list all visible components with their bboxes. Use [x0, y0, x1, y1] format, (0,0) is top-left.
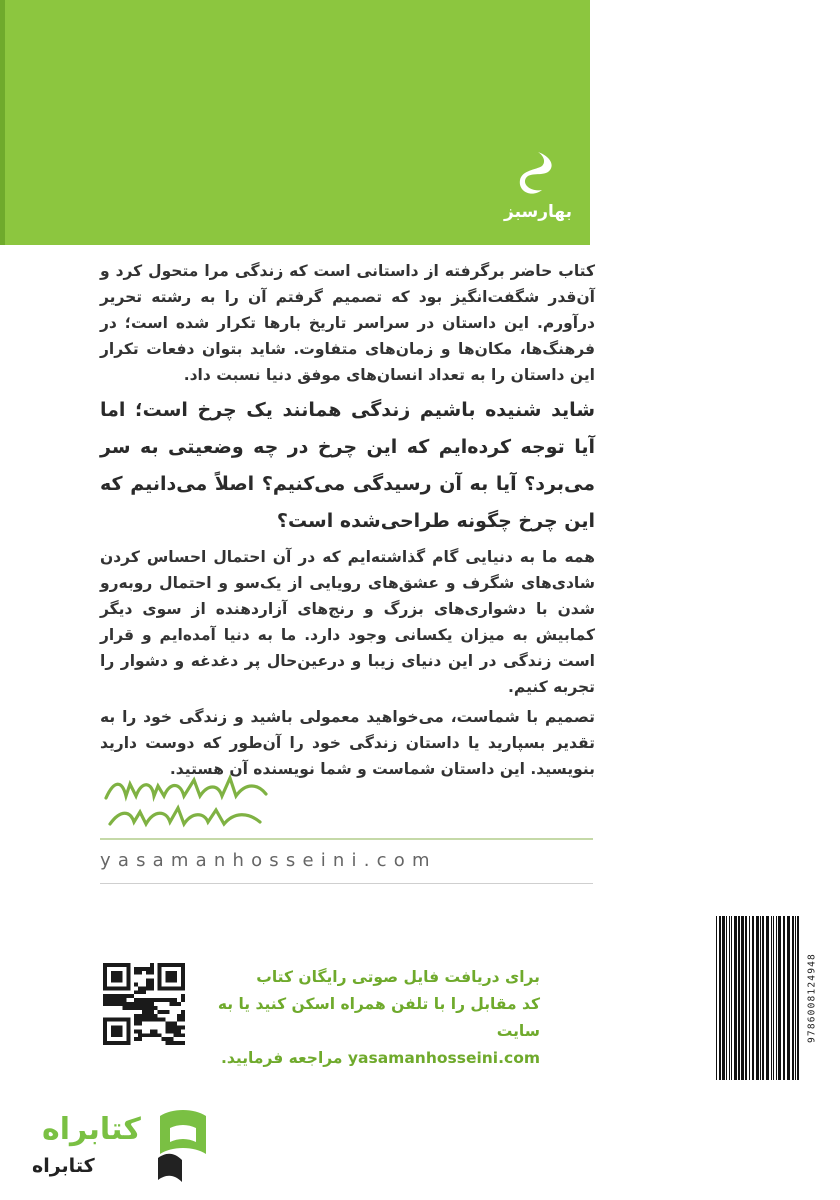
qr-module: [119, 975, 123, 979]
qr-module: [119, 1002, 123, 1006]
qr-module: [158, 963, 162, 967]
qr-module: [150, 1006, 154, 1010]
qr-module: [142, 1033, 146, 1037]
qr-module: [181, 975, 185, 979]
barcode-bar: [749, 916, 750, 1080]
qr-module: [103, 967, 107, 971]
qr-module: [119, 1018, 123, 1022]
qr-module: [177, 1018, 181, 1022]
qr-module: [169, 1037, 173, 1041]
qr-module: [115, 1025, 119, 1029]
qr-module: [115, 1002, 119, 1006]
qr-module: [181, 994, 185, 998]
qr-module: [177, 1002, 181, 1006]
qr-module: [165, 1010, 169, 1014]
qr-module: [103, 986, 107, 990]
qr-module: [158, 1033, 162, 1037]
qr-module: [103, 994, 107, 998]
qr-module: [103, 1022, 107, 1026]
qr-module: [169, 1022, 173, 1026]
barcode-bar: [722, 916, 725, 1080]
qr-module: [165, 971, 169, 975]
qr-module: [173, 1025, 177, 1029]
qr-module: [154, 1006, 158, 1010]
qr-module: [181, 1010, 185, 1014]
qr-module: [115, 986, 119, 990]
qr-module: [130, 1002, 134, 1006]
qr-module: [162, 1037, 166, 1041]
qr-module: [150, 1014, 154, 1018]
qr-module: [107, 1018, 111, 1022]
qr-module: [115, 1018, 119, 1022]
qr-module: [115, 1029, 119, 1033]
qr-module: [146, 986, 150, 990]
barcode-bar: [795, 916, 796, 1080]
qr-module: [158, 975, 162, 979]
qr-module: [134, 983, 138, 987]
qr-module: [165, 963, 169, 967]
qr-module: [115, 1041, 119, 1045]
barcode-bar: [726, 916, 727, 1080]
qr-module: [158, 1010, 162, 1014]
qr-module: [134, 967, 138, 971]
qr-module: [126, 994, 130, 998]
qr-module: [173, 1002, 177, 1006]
qr-module: [103, 1018, 107, 1022]
blurb-paragraph-4: تصمیم با شماست، می‌خواهید معمولی باشید و زندگی خود را به تقدیر بسپارید یا داستان زندگی خود را آن‌طور که دوست دارید بنویسید. این داستان شماست و شما نویسنده آن هستید.: [100, 708, 595, 778]
qr-module: [142, 1002, 146, 1006]
qr-module: [158, 979, 162, 983]
qr-module: [150, 1033, 154, 1037]
qr-code[interactable]: [103, 963, 185, 1045]
qr-module: [111, 1041, 115, 1045]
barcode-bar: [778, 916, 781, 1080]
qr-module: [134, 1029, 138, 1033]
qr-module: [123, 1002, 127, 1006]
qr-module: [177, 986, 181, 990]
qr-module: [173, 1022, 177, 1026]
qr-module: [111, 1002, 115, 1006]
qr-module: [123, 986, 127, 990]
qr-module: [111, 986, 115, 990]
qr-module: [177, 1029, 181, 1033]
qr-module: [126, 1002, 130, 1006]
qr-module: [181, 998, 185, 1002]
qr-module: [103, 983, 107, 987]
qr-module: [138, 986, 142, 990]
qr-module: [126, 975, 130, 979]
website-divider: [100, 883, 593, 884]
qr-module: [181, 979, 185, 983]
qr-module: [169, 1041, 173, 1045]
qr-module: [107, 986, 111, 990]
qr-module: [107, 998, 111, 1002]
qr-module: [146, 1033, 150, 1037]
qr-module: [150, 1010, 154, 1014]
qr-module: [154, 1018, 158, 1022]
qr-module: [173, 998, 177, 1002]
qr-module: [162, 1010, 166, 1014]
ketabrah-logo-icon: [152, 1106, 214, 1184]
qr-module: [154, 1014, 158, 1018]
qr-module: [126, 1006, 130, 1010]
qr-module: [162, 963, 166, 967]
qr-module: [138, 1029, 142, 1033]
qr-module: [107, 1041, 111, 1045]
qr-module: [177, 963, 181, 967]
barcode-bar: [760, 916, 761, 1080]
qr-module: [169, 986, 173, 990]
qr-module: [126, 986, 130, 990]
qr-module: [107, 1002, 111, 1006]
qr-module: [126, 1022, 130, 1026]
qr-module: [150, 998, 154, 1002]
qr-module: [169, 1002, 173, 1006]
qr-module: [119, 963, 123, 967]
qr-module: [165, 986, 169, 990]
qr-module: [138, 990, 142, 994]
qr-module: [146, 983, 150, 987]
qr-module: [103, 971, 107, 975]
qr-module: [154, 1029, 158, 1033]
qr-module: [138, 1037, 142, 1041]
qr-module: [150, 967, 154, 971]
qr-module: [165, 979, 169, 983]
qr-module: [173, 1041, 177, 1045]
qr-module: [162, 998, 166, 1002]
qr-module: [146, 967, 150, 971]
qr-module: [181, 983, 185, 987]
qr-module: [173, 1033, 177, 1037]
barcode-bar: [797, 916, 799, 1080]
qr-module: [138, 1006, 142, 1010]
qr-module: [165, 1041, 169, 1045]
qr-module: [103, 998, 107, 1002]
qr-module: [138, 971, 142, 975]
qr-module: [142, 1014, 146, 1018]
qr-module: [126, 1029, 130, 1033]
qr-module: [103, 963, 107, 967]
qr-module: [146, 1002, 150, 1006]
qr-module: [119, 979, 123, 983]
qr-module: [181, 1025, 185, 1029]
qr-module: [123, 1018, 127, 1022]
qr-module: [173, 963, 177, 967]
qr-module: [138, 1018, 142, 1022]
qr-module: [150, 983, 154, 987]
qr-module: [138, 967, 142, 971]
qr-module: [115, 963, 119, 967]
qr-module: [130, 994, 134, 998]
publisher-logo: [504, 150, 573, 235]
qr-module: [165, 1037, 169, 1041]
qr-module: [111, 994, 115, 998]
blurb-paragraph-3: همه ما به دنیایی گام گذاشته‌ایم که در آن احتمال احساس کردن شادی‌های شگرف و عشق‌های رویایی از یک‌سو و احتمال روبه‌رو شدن با دشواری‌های بزرگ و رنج‌های آزاردهنده از سوی دیگر کمابیش به میزان یکسانی وجود دارد. ما به دنیا آمده‌ایم و قرار است زندگی در این دنیای زیبا و درعین‌حال پر دغدغه و دشوار را تجربه کنیم.: [100, 548, 595, 696]
qr-module: [146, 998, 150, 1002]
qr-module: [126, 1041, 130, 1045]
barcode-bar: [738, 916, 740, 1080]
barcode-bar: [752, 916, 754, 1080]
qr-module: [169, 998, 173, 1002]
qr-module: [146, 1018, 150, 1022]
qr-module: [134, 1002, 138, 1006]
qr-module: [142, 1010, 146, 1014]
qr-module: [111, 998, 115, 1002]
qr-module: [162, 1018, 166, 1022]
qr-module: [173, 979, 177, 983]
barcode-bar: [766, 916, 769, 1080]
qr-module: [162, 986, 166, 990]
qr-module: [165, 998, 169, 1002]
barcode-bar: [741, 916, 744, 1080]
qr-module: [138, 1022, 142, 1026]
qr-module: [134, 1014, 138, 1018]
back-cover-blurb: [100, 258, 595, 786]
qr-module: [115, 998, 119, 1002]
qr-module: [119, 971, 123, 975]
qr-module: [126, 1037, 130, 1041]
qr-module: [119, 1025, 123, 1029]
qr-module: [103, 975, 107, 979]
qr-module: [126, 963, 130, 967]
qr-module: [123, 1041, 127, 1045]
qr-module: [126, 983, 130, 987]
promo-line-3-suffix: مراجعه فرمایید.: [221, 1049, 348, 1067]
promo-line-1: برای دریافت فایل صوتی رایگان کتاب: [256, 968, 540, 986]
watermark-main-text: کتابراه: [42, 1112, 141, 1147]
qr-module: [142, 986, 146, 990]
qr-module: [150, 963, 154, 967]
qr-module: [115, 971, 119, 975]
qr-module: [107, 994, 111, 998]
qr-module: [158, 998, 162, 1002]
qr-module: [111, 963, 115, 967]
qr-module: [165, 1022, 169, 1026]
qr-module: [134, 990, 138, 994]
qr-module: [134, 1006, 138, 1010]
barcode-bar: [771, 916, 772, 1080]
qr-module: [142, 1018, 146, 1022]
qr-module: [173, 975, 177, 979]
qr-module: [169, 979, 173, 983]
qr-module: [150, 971, 154, 975]
qr-module: [169, 1025, 173, 1029]
qr-module: [181, 971, 185, 975]
qr-module: [173, 986, 177, 990]
qr-module: [177, 1014, 181, 1018]
qr-module: [119, 986, 123, 990]
qr-module: [103, 1041, 107, 1045]
barcode-bar: [729, 916, 730, 1080]
qr-module: [146, 979, 150, 983]
publisher-name: بهارسبز: [504, 202, 573, 222]
qr-module: [123, 963, 127, 967]
qr-module: [177, 1041, 181, 1045]
qr-module: [119, 1033, 123, 1037]
qr-module: [123, 998, 127, 1002]
qr-module: [158, 983, 162, 987]
qr-module: [181, 986, 185, 990]
qr-module: [150, 1002, 154, 1006]
blurb-paragraph-2: شاید شنیده باشیم زندگی همانند یک چرخ است؛ اما آیا توجه کرده‌ایم که این چرخ در چه وضعیتی به سر می‌برد؟ آیا به آن رسیدگی می‌کنیم؟ اصلاً می‌دانیم که این چرخ چگونه طراحی‌شده است؟: [100, 399, 595, 532]
qr-module: [169, 975, 173, 979]
promo-url[interactable]: yasamanhosseini.com: [347, 1049, 540, 1067]
qr-module: [119, 994, 123, 998]
qr-module: [138, 1033, 142, 1037]
qr-module: [103, 1029, 107, 1033]
qr-module: [111, 1018, 115, 1022]
qr-module: [181, 1018, 185, 1022]
qr-module: [119, 1029, 123, 1033]
barcode-bar: [731, 916, 732, 1080]
qr-module: [165, 1029, 169, 1033]
qr-module: [115, 994, 119, 998]
qr-module: [169, 971, 173, 975]
qr-module: [103, 979, 107, 983]
qr-module: [103, 1033, 107, 1037]
barcode-bar: [787, 916, 790, 1080]
qr-module: [138, 1002, 142, 1006]
qr-module: [111, 979, 115, 983]
qr-module: [126, 979, 130, 983]
barcode-bar: [734, 916, 737, 1080]
qr-module: [126, 1025, 130, 1029]
qr-module: [126, 1018, 130, 1022]
qr-module: [111, 1033, 115, 1037]
qr-module: [126, 967, 130, 971]
qr-module: [146, 1010, 150, 1014]
qr-module: [177, 1033, 181, 1037]
qr-module: [158, 967, 162, 971]
barcode-bar: [783, 916, 785, 1080]
qr-module: [181, 1033, 185, 1037]
barcode-bar: [716, 916, 717, 1080]
qr-module: [111, 971, 115, 975]
qr-module: [150, 1018, 154, 1022]
qr-module: [142, 998, 146, 1002]
qr-module: [150, 1029, 154, 1033]
qr-module: [142, 1006, 146, 1010]
qr-module: [134, 971, 138, 975]
signature-divider: [100, 838, 593, 840]
qr-module: [115, 1033, 119, 1037]
blurb-paragraph-1: کتاب حاضر برگرفته از داستانی است که زندگی مرا متحول کرد و آن‌قدر شگفت‌انگیز بود که تصمیم گرفتم آن را به رشته تحریر درآورم. این داستان در سراسر تاریخ بارها تکرار شده است؛ در فرهنگ‌ها، مکان‌ها و زمان‌های متفاوت. شاید بتوان دفعات تکرار این داستان را به تعداد انسان‌های موفق دنیا نسبت داد.: [100, 262, 595, 384]
qr-module: [130, 1006, 134, 1010]
qr-module: [111, 1029, 115, 1033]
qr-module: [138, 1014, 142, 1018]
qr-module: [138, 998, 142, 1002]
qr-module: [165, 1025, 169, 1029]
qr-module: [126, 971, 130, 975]
qr-module: [177, 1025, 181, 1029]
spine-edge: [0, 0, 5, 245]
qr-module: [103, 1002, 107, 1006]
barcode-bar: [773, 916, 774, 1080]
qr-module: [181, 1041, 185, 1045]
audio-book-promo: [195, 964, 540, 1072]
qr-module: [169, 963, 173, 967]
qr-module: [169, 1029, 173, 1033]
qr-module: [158, 971, 162, 975]
barcode-bar: [719, 916, 721, 1080]
qr-module: [142, 990, 146, 994]
qr-module: [115, 979, 119, 983]
author-signature: [100, 770, 275, 838]
barcode-bar: [762, 916, 764, 1080]
qr-module: [119, 998, 123, 1002]
qr-module: [173, 971, 177, 975]
qr-module: [111, 975, 115, 979]
promo-line-3: [195, 1045, 540, 1072]
qr-module: [103, 1025, 107, 1029]
qr-module: [123, 994, 127, 998]
barcode-bar: [756, 916, 759, 1080]
barcode-bar: [745, 916, 747, 1080]
qr-module: [119, 1041, 123, 1045]
qr-module: [134, 1037, 138, 1041]
qr-module: [181, 1014, 185, 1018]
qr-module: [146, 971, 150, 975]
qr-module: [115, 975, 119, 979]
qr-module: [150, 979, 154, 983]
author-website[interactable]: yasamanhosseini.com: [100, 850, 437, 871]
qr-module: [150, 986, 154, 990]
qr-module: [142, 967, 146, 971]
qr-module: [146, 1006, 150, 1010]
qr-module: [158, 986, 162, 990]
qr-module: [134, 998, 138, 1002]
cover-green-band: [0, 0, 590, 245]
isbn-number: 9786008124948: [806, 953, 818, 1043]
qr-module: [181, 967, 185, 971]
qr-module: [158, 1018, 162, 1022]
qr-module: [154, 1033, 158, 1037]
promo-line-2: کد مقابل را با تلفن همراه اسکن کنید یا به سایت: [217, 995, 540, 1040]
qr-module: [107, 963, 111, 967]
qr-module: [103, 1037, 107, 1041]
qr-module: [181, 963, 185, 967]
qr-module: [154, 998, 158, 1002]
barcode-bar: [792, 916, 794, 1080]
watermark-sub-text: کتابراه: [32, 1155, 95, 1177]
qr-module: [123, 1006, 127, 1010]
qr-module: [173, 1029, 177, 1033]
barcode-bar: [776, 916, 777, 1080]
leaf-swirl-icon: [516, 150, 560, 200]
qr-module: [111, 1025, 115, 1029]
qr-module: [146, 1014, 150, 1018]
qr-module: [134, 1022, 138, 1026]
qr-module: [134, 1018, 138, 1022]
qr-module: [165, 975, 169, 979]
qr-module: [126, 1033, 130, 1037]
ketabrah-watermark: [22, 1100, 242, 1195]
